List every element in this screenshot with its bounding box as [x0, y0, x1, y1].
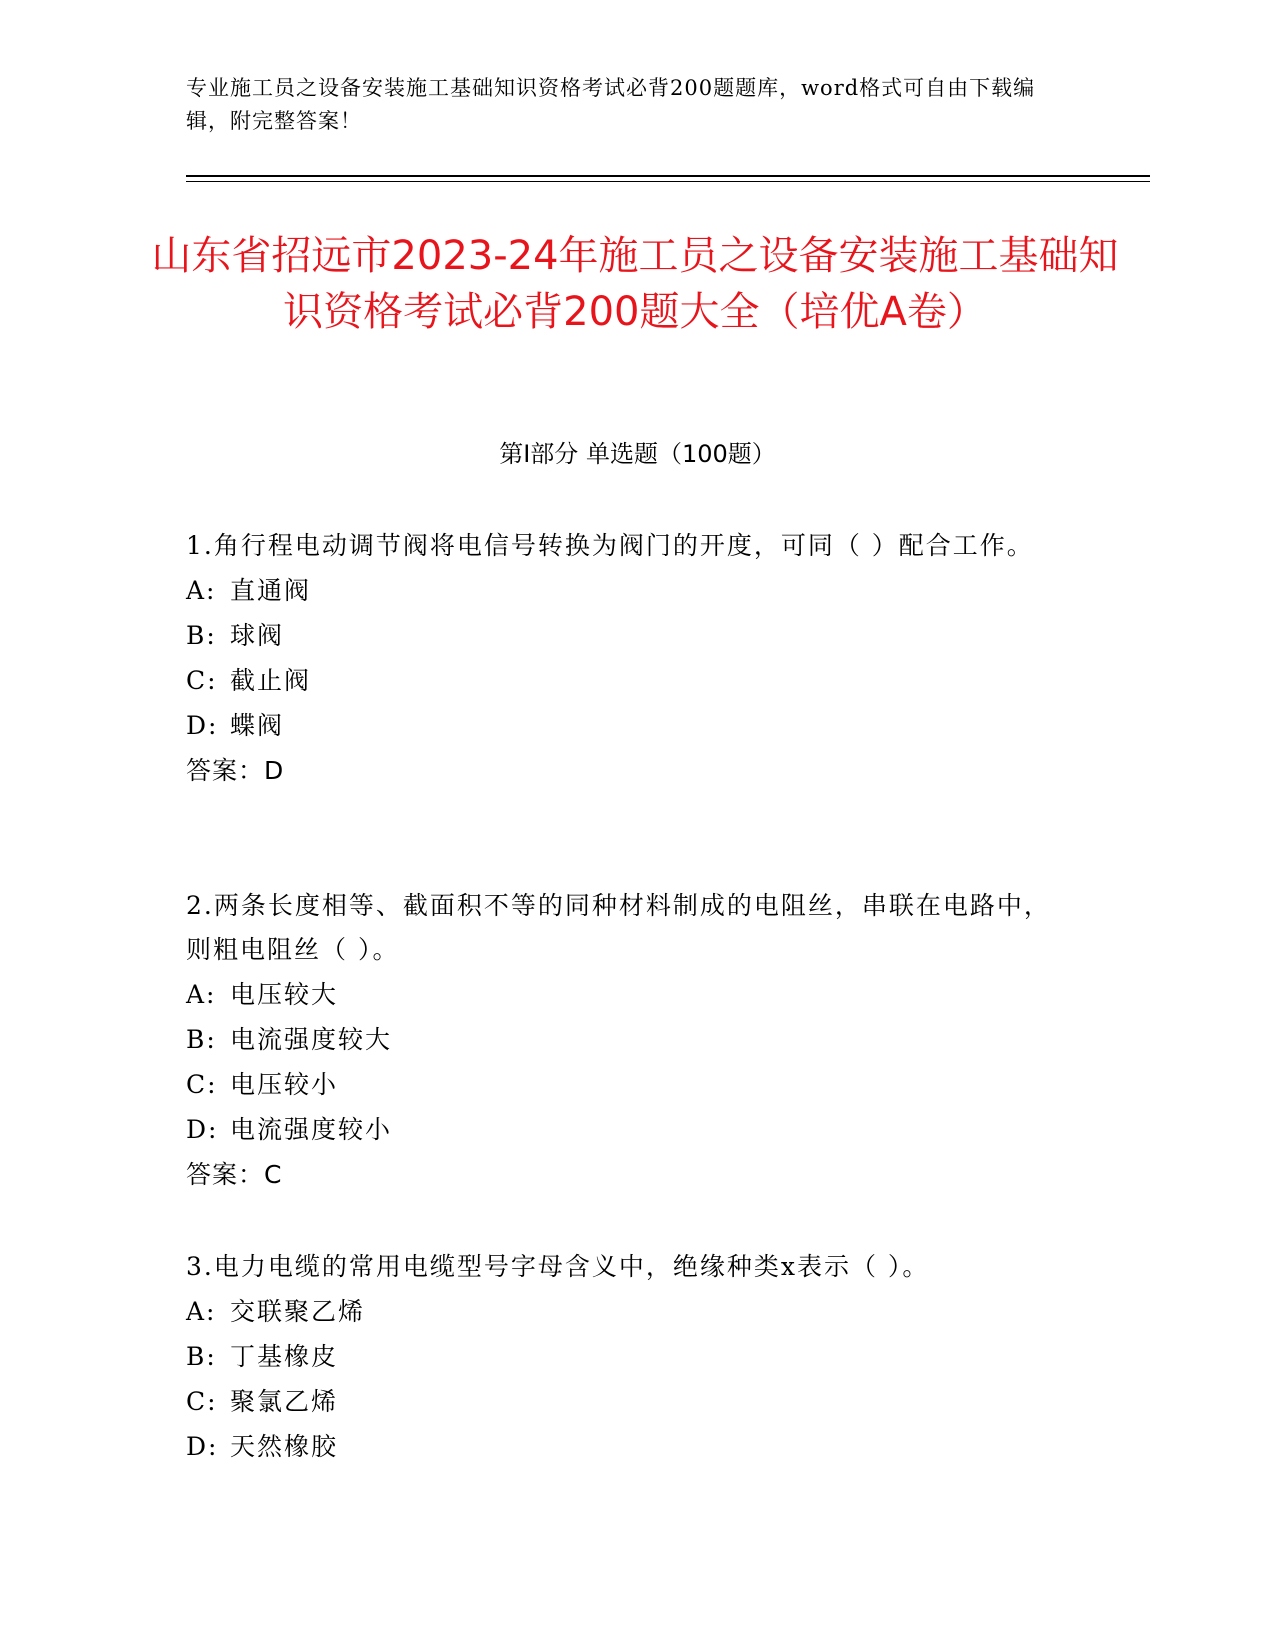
- option-key: A:: [186, 1297, 217, 1326]
- option-key: B:: [186, 621, 217, 650]
- option-key: C:: [186, 1070, 218, 1099]
- answer: 答案：C: [186, 1160, 283, 1189]
- option-c: [186, 658, 1066, 703]
- option-key: D:: [186, 1115, 219, 1144]
- option-key: A:: [186, 576, 217, 605]
- option-key: A:: [186, 980, 217, 1009]
- question-3: [186, 1245, 1066, 1469]
- option-text: 聚氯乙烯: [230, 1387, 339, 1416]
- question-1: [186, 524, 1066, 793]
- option-key: C:: [186, 666, 218, 695]
- option-text: 天然橡胶: [230, 1432, 339, 1461]
- option-c: [186, 1379, 1066, 1424]
- question-stem: 2.两条长度相等、截面积不等的同种材料制成的电阻丝，串联在电路中，则粗电阻丝（ ）。: [186, 891, 1051, 964]
- option-b: [186, 613, 1066, 658]
- option-a: [186, 972, 1066, 1017]
- option-d: [186, 1107, 1066, 1152]
- section-title: 第I部分 单选题（100题）: [499, 440, 776, 468]
- option-text: 蝶阀: [230, 711, 285, 740]
- question-stem: 1.角行程电动调节阀将电信号转换为阀门的开度，可同（ ）配合工作。: [186, 531, 1034, 560]
- option-a: [186, 568, 1066, 613]
- option-text: 丁基橡皮: [230, 1342, 339, 1371]
- option-a: [186, 1289, 1066, 1334]
- option-key: D:: [186, 1432, 219, 1461]
- header-note: 专业施工员之设备安装施工基础知识资格考试必背200题题库，word格式可自由下载编辑，附完整答案！: [186, 76, 1036, 133]
- option-key: B:: [186, 1025, 217, 1054]
- option-d: [186, 1424, 1066, 1469]
- option-text: 电压较小: [230, 1070, 339, 1099]
- option-d: [186, 703, 1066, 748]
- header-divider-thick: [186, 175, 1150, 177]
- option-key: C:: [186, 1387, 218, 1416]
- header-divider-thin: [186, 181, 1150, 182]
- question-stem: 3.电力电缆的常用电缆型号字母含义中，绝缘种类x表示（ ）。: [186, 1252, 930, 1281]
- option-c: [186, 1062, 1066, 1107]
- document-title: 山东省招远市2023-24年施工员之设备安装施工基础知识资格考试必背200题大全（培优A卷）: [151, 233, 1119, 335]
- option-text: 交联聚乙烯: [230, 1297, 366, 1326]
- option-text: 直通阀: [230, 576, 312, 605]
- option-text: 电压较大: [230, 980, 339, 1009]
- option-text: 电流强度较大: [230, 1025, 393, 1054]
- answer: 答案：D: [186, 756, 285, 785]
- option-text: 电流强度较小: [230, 1115, 393, 1144]
- option-text: 截止阀: [230, 666, 312, 695]
- question-2: [186, 884, 1066, 1197]
- option-key: B:: [186, 1342, 217, 1371]
- option-b: [186, 1017, 1066, 1062]
- option-text: 球阀: [230, 621, 285, 650]
- option-key: D:: [186, 711, 219, 740]
- option-b: [186, 1334, 1066, 1379]
